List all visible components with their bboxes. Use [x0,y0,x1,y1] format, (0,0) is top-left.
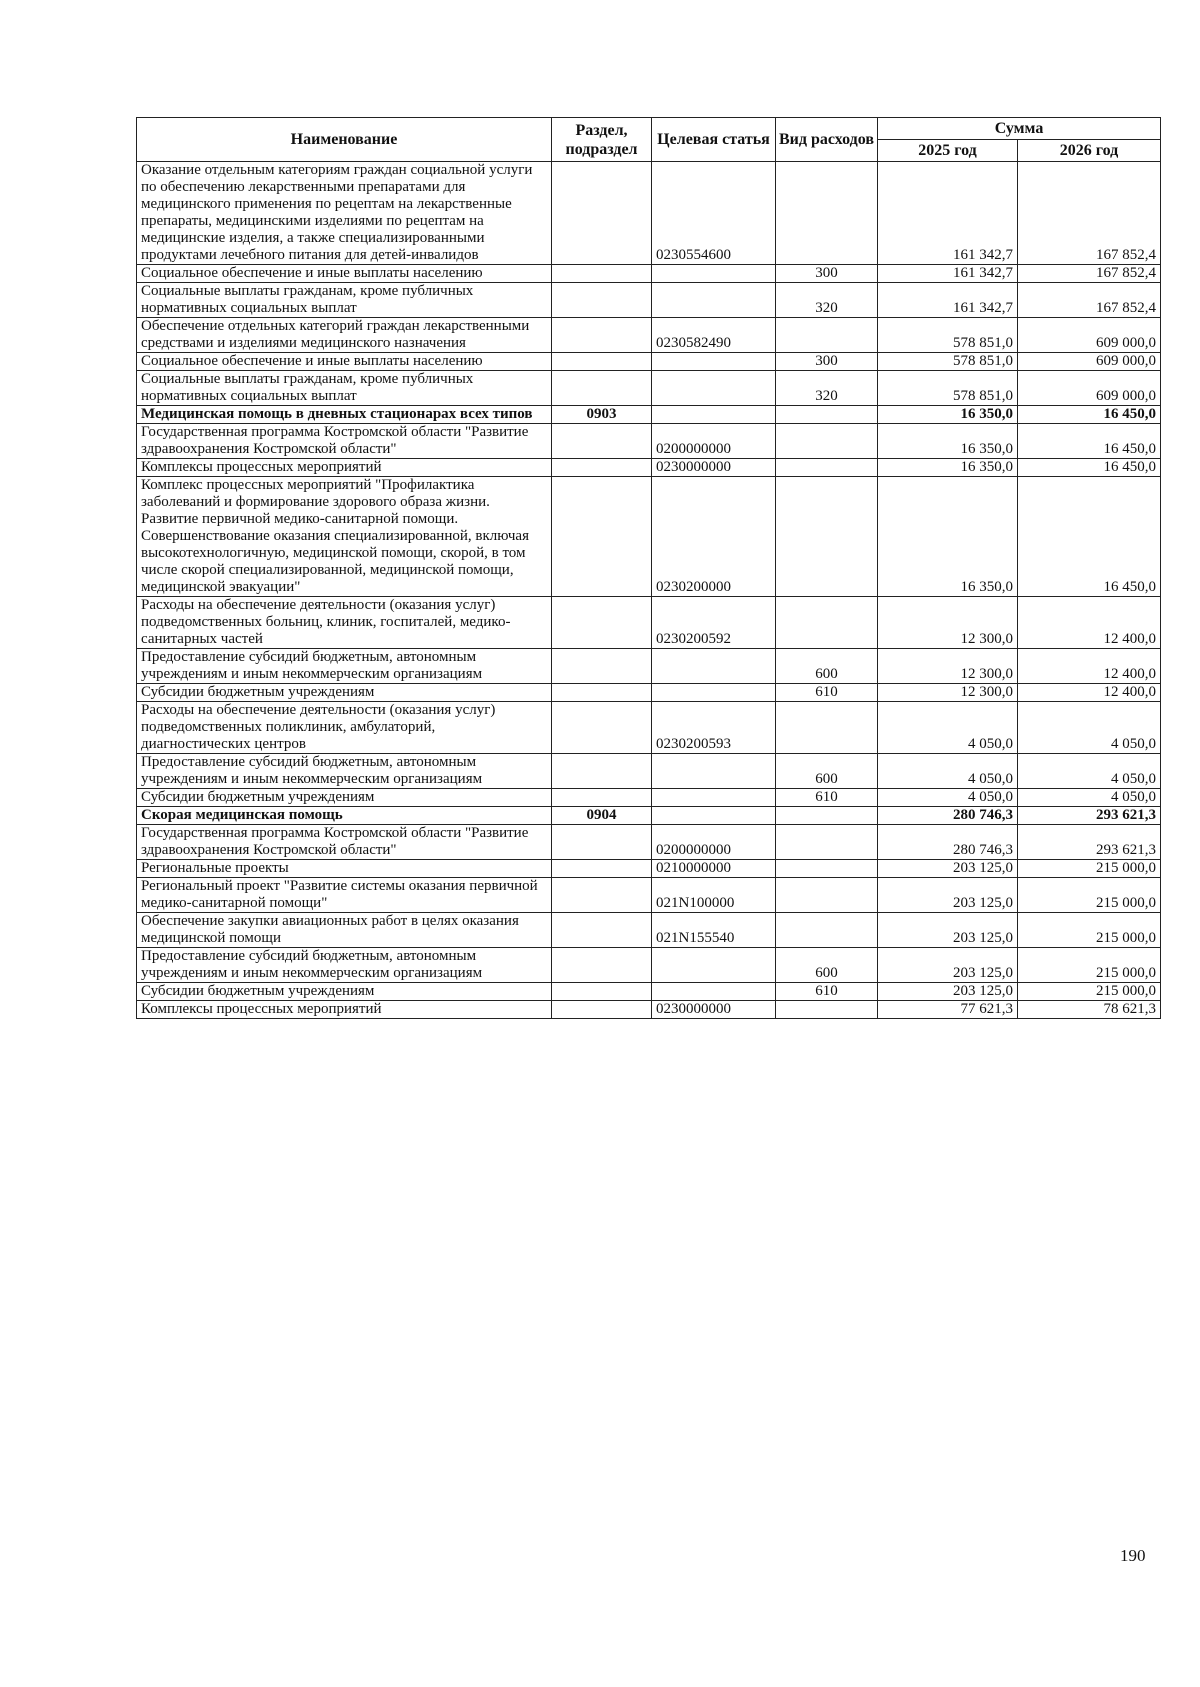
row-name: Комплекс процессных мероприятий "Профилактика заболеваний и формирование здорового образа жизни. Развитие первичной медико-санитарной помощи. Совершенствование оказания специализированной, включая высокотехнологичную, медицинской помощи, скорой, в том числе скорой специализированной, медицинской помощи, медицинской эвакуации" [137,477,552,597]
row-sum-2025: 578 851,0 [878,353,1018,371]
row-sum-2026: 167 852,4 [1018,162,1161,265]
table-row [137,371,1161,406]
header-2026: 2026 год [1018,140,1161,162]
row-sum-2025: 280 746,3 [878,825,1018,860]
row-type [776,318,878,353]
table-row [137,477,1161,597]
row-type: 600 [776,649,878,684]
row-target: 0200000000 [652,424,776,459]
row-name: Расходы на обеспечение деятельности (оказания услуг) подведомственных поликлиник, амбулаторий, диагностических центров [137,702,552,754]
row-name: Государственная программа Костромской области "Развитие здравоохранения Костромской области" [137,424,552,459]
table-row [137,913,1161,948]
header-2025: 2025 год [878,140,1018,162]
header-sum: Сумма [878,118,1161,140]
row-sum-2025: 16 350,0 [878,477,1018,597]
table-row [137,807,1161,825]
row-type [776,825,878,860]
row-sum-2025: 203 125,0 [878,860,1018,878]
row-section [552,789,652,807]
row-sum-2026: 167 852,4 [1018,265,1161,283]
row-type [776,459,878,477]
row-target: 021N100000 [652,878,776,913]
row-sum-2025: 203 125,0 [878,878,1018,913]
row-sum-2026: 78 621,3 [1018,1001,1161,1019]
row-type [776,406,878,424]
table-row [137,424,1161,459]
row-name: Социальные выплаты гражданам, кроме публичных нормативных социальных выплат [137,283,552,318]
row-section [552,162,652,265]
row-sum-2026: 16 450,0 [1018,424,1161,459]
row-name: Государственная программа Костромской области "Развитие здравоохранения Костромской области" [137,825,552,860]
row-sum-2026: 4 050,0 [1018,754,1161,789]
row-target: 0200000000 [652,825,776,860]
table-row [137,948,1161,983]
row-name: Предоставление субсидий бюджетным, автономным учреждениям и иным некоммерческим организациям [137,948,552,983]
row-name: Расходы на обеспечение деятельности (оказания услуг) подведомственных больниц, клиник, госпиталей, медико-санитарных частей [137,597,552,649]
row-section [552,318,652,353]
table-row [137,649,1161,684]
row-name: Обеспечение закупки авиационных работ в целях оказания медицинской помощи [137,913,552,948]
row-sum-2025: 77 621,3 [878,1001,1018,1019]
row-target [652,649,776,684]
row-sum-2026: 16 450,0 [1018,459,1161,477]
row-name: Комплексы процессных мероприятий [137,459,552,477]
row-sum-2026: 12 400,0 [1018,684,1161,702]
row-type: 610 [776,983,878,1001]
row-sum-2025: 16 350,0 [878,459,1018,477]
row-name: Субсидии бюджетным учреждениям [137,983,552,1001]
row-sum-2025: 203 125,0 [878,913,1018,948]
row-target: 0230000000 [652,1001,776,1019]
table-row [137,597,1161,649]
row-name: Субсидии бюджетным учреждениям [137,684,552,702]
row-sum-2025: 12 300,0 [878,684,1018,702]
row-section [552,860,652,878]
row-sum-2026: 215 000,0 [1018,878,1161,913]
row-name: Региональные проекты [137,860,552,878]
row-sum-2026: 215 000,0 [1018,860,1161,878]
row-target: 0210000000 [652,860,776,878]
row-type [776,702,878,754]
row-type [776,807,878,825]
table-header-row [137,118,1161,140]
row-sum-2026: 609 000,0 [1018,353,1161,371]
row-type: 300 [776,353,878,371]
row-name: Медицинская помощь в дневных стационарах всех типов [137,406,552,424]
header-type: Вид расходов [776,118,878,162]
row-name: Обеспечение отдельных категорий граждан лекарственными средствами и изделиями медицинского назначения [137,318,552,353]
row-section [552,424,652,459]
row-section [552,459,652,477]
row-sum-2026: 4 050,0 [1018,789,1161,807]
row-sum-2025: 12 300,0 [878,597,1018,649]
row-section [552,702,652,754]
row-sum-2026: 12 400,0 [1018,597,1161,649]
row-type [776,162,878,265]
row-sum-2026: 215 000,0 [1018,913,1161,948]
row-type: 320 [776,371,878,406]
page-number: 190 [1120,1546,1146,1565]
row-name: Субсидии бюджетным учреждениям [137,789,552,807]
row-target: 0230000000 [652,459,776,477]
header-section: Раздел, подраздел [552,118,652,162]
table-row [137,983,1161,1001]
header-name: Наименование [137,118,552,162]
row-section [552,649,652,684]
row-type: 610 [776,789,878,807]
row-section [552,878,652,913]
row-sum-2026: 16 450,0 [1018,477,1161,597]
row-sum-2025: 161 342,7 [878,162,1018,265]
row-section [552,913,652,948]
row-section [552,983,652,1001]
row-sum-2025: 578 851,0 [878,318,1018,353]
row-sum-2025: 280 746,3 [878,807,1018,825]
row-sum-2025: 4 050,0 [878,754,1018,789]
row-target: 0230200592 [652,597,776,649]
table-row [137,684,1161,702]
row-type: 320 [776,283,878,318]
row-sum-2026: 4 050,0 [1018,702,1161,754]
row-sum-2026: 167 852,4 [1018,283,1161,318]
row-sum-2025: 4 050,0 [878,702,1018,754]
row-sum-2025: 161 342,7 [878,265,1018,283]
table-row [137,1001,1161,1019]
row-section [552,283,652,318]
table-row [137,702,1161,754]
row-target [652,371,776,406]
row-sum-2026: 609 000,0 [1018,371,1161,406]
row-sum-2025: 16 350,0 [878,424,1018,459]
row-section [552,371,652,406]
row-section [552,754,652,789]
table-row [137,459,1161,477]
row-sum-2026: 16 450,0 [1018,406,1161,424]
row-name: Оказание отдельным категориям граждан социальной услуги по обеспечению лекарственными препаратами для медицинского применения по рецептам на лекарственные препараты, медицинскими изделиями по рецептам на медицинские изделия, а также специализированными продуктами лечебного питания для детей-инвалидов [137,162,552,265]
row-sum-2026: 215 000,0 [1018,948,1161,983]
row-type: 600 [776,754,878,789]
row-name: Социальное обеспечение и иные выплаты населению [137,353,552,371]
table-row [137,162,1161,265]
row-type [776,860,878,878]
row-section [552,597,652,649]
row-section [552,477,652,597]
row-type [776,424,878,459]
budget-table [136,117,1161,1019]
row-type [776,913,878,948]
row-section [552,1001,652,1019]
row-sum-2026: 609 000,0 [1018,318,1161,353]
row-sum-2025: 203 125,0 [878,948,1018,983]
row-target: 021N155540 [652,913,776,948]
row-section [552,825,652,860]
row-type: 600 [776,948,878,983]
table-row [137,283,1161,318]
row-name: Скорая медицинская помощь [137,807,552,825]
row-sum-2025: 16 350,0 [878,406,1018,424]
row-name: Комплексы процессных мероприятий [137,1001,552,1019]
table-body [137,162,1161,1019]
row-name: Социальные выплаты гражданам, кроме публичных нормативных социальных выплат [137,371,552,406]
table-row [137,406,1161,424]
table-row [137,353,1161,371]
row-target [652,754,776,789]
row-sum-2026: 215 000,0 [1018,983,1161,1001]
table-row [137,789,1161,807]
table-row [137,878,1161,913]
row-type: 610 [776,684,878,702]
row-section [552,948,652,983]
row-type: 300 [776,265,878,283]
row-type [776,477,878,597]
row-target: 0230200000 [652,477,776,597]
row-name: Социальное обеспечение и иные выплаты населению [137,265,552,283]
row-target: 0230200593 [652,702,776,754]
row-target [652,948,776,983]
row-section [552,684,652,702]
row-section: 0903 [552,406,652,424]
row-target: 0230554600 [652,162,776,265]
row-sum-2026: 293 621,3 [1018,807,1161,825]
row-sum-2026: 12 400,0 [1018,649,1161,684]
row-type [776,597,878,649]
header-target: Целевая статья [652,118,776,162]
row-type [776,1001,878,1019]
row-type [776,878,878,913]
row-sum-2025: 203 125,0 [878,983,1018,1001]
row-sum-2025: 578 851,0 [878,371,1018,406]
row-target [652,684,776,702]
row-sum-2026: 293 621,3 [1018,825,1161,860]
row-target [652,265,776,283]
row-target [652,983,776,1001]
table-row [137,825,1161,860]
row-name: Предоставление субсидий бюджетным, автономным учреждениям и иным некоммерческим организациям [137,754,552,789]
table-row [137,754,1161,789]
row-sum-2025: 12 300,0 [878,649,1018,684]
row-name: Региональный проект "Развитие системы оказания первичной медико-санитарной помощи" [137,878,552,913]
table-row [137,860,1161,878]
row-target: 0230582490 [652,318,776,353]
row-section: 0904 [552,807,652,825]
row-section [552,353,652,371]
row-target [652,353,776,371]
row-target [652,807,776,825]
row-sum-2025: 161 342,7 [878,283,1018,318]
row-target [652,283,776,318]
row-section [552,265,652,283]
table-row [137,265,1161,283]
table-row [137,318,1161,353]
row-sum-2025: 4 050,0 [878,789,1018,807]
row-name: Предоставление субсидий бюджетным, автономным учреждениям и иным некоммерческим организациям [137,649,552,684]
row-target [652,789,776,807]
row-target [652,406,776,424]
